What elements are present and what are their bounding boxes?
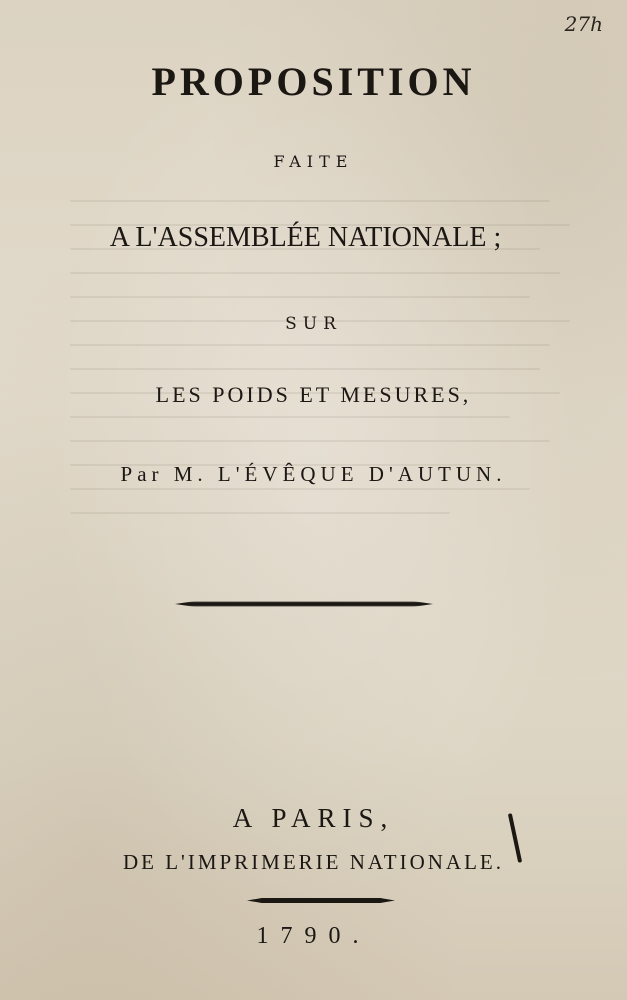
title-line-assemblee: A L'ASSEMBLÉE NATIONALE ; [109,222,502,253]
ornamental-rule [175,601,433,607]
imprint-printer: DE L'IMPRIMERIE NATIONALE. [122,850,504,874]
bleed-line [70,344,550,346]
title-line-faite: FAITE [273,152,354,171]
bleed-line [70,440,550,442]
bleed-line [70,272,560,274]
page-title: PROPOSITION [151,59,476,104]
title-line-sur: SUR [285,314,342,334]
bleed-through-text [70,200,627,670]
bleed-line [70,416,510,418]
bleed-line [70,368,540,370]
handwritten-shelfmark: 27h [564,12,603,36]
imprint-rule [247,898,395,903]
title-line-subject: LES POIDS ET MESURES, [155,382,472,407]
bleed-line [70,296,530,298]
imprint-year: 1790. [256,923,371,949]
bleed-line [70,200,550,202]
author-line: Par M. L'ÉVÊQUE D'AUTUN. [120,462,507,486]
bleed-line [70,512,450,514]
imprint-city: A PARIS, [232,803,395,833]
bleed-line [70,488,530,490]
